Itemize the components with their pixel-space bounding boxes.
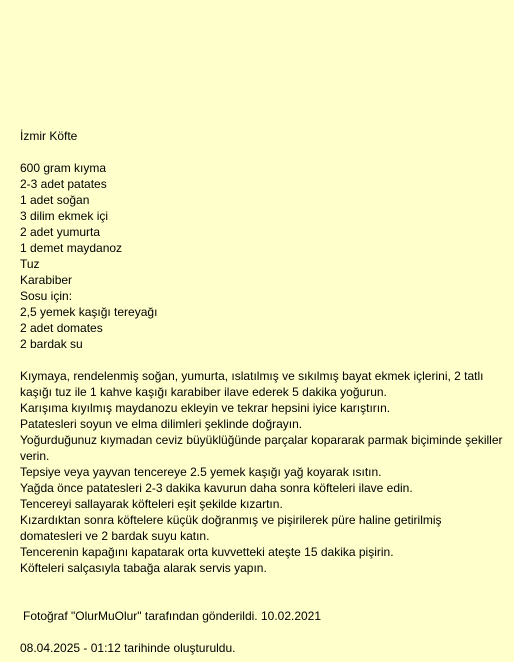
ingredient-item: 1 adet soğan xyxy=(20,193,90,207)
instruction-step: Tencerenin kapağını kapatarak orta kuvvetteki ateşte 15 dakika pişirin. xyxy=(20,545,394,559)
instruction-step: Yağda önce patatesleri 2-3 dakika kavurun daha sonra köfteleri ilave edin. xyxy=(20,481,413,495)
spacer xyxy=(20,352,506,368)
ingredient-item: 600 gram kıyma xyxy=(20,161,107,175)
instructions-list xyxy=(20,368,506,576)
instruction-step: Yoğurduğunuz kıymadan ceviz büyüklüğünde parçalar kopararak parmak biçiminde şekiller verin. xyxy=(20,433,503,463)
recipe-title: İzmir Köfte xyxy=(20,129,78,143)
instruction-step: Kıymaya, rendelenmiş soğan, yumurta, ıslatılmış ve sıkılmış bayat ekmek içlerini, 2 tatlı kaşığı tuz ile 1 kahve kaşığı karabiber ilave ederek 5 dakika yoğurun. xyxy=(20,369,484,399)
sauce-heading: Sosu için: xyxy=(20,289,73,303)
ingredient-item: 2 adet yumurta xyxy=(20,225,101,239)
instruction-step: Köfteleri salçasıyla tabağa alarak servis yapın. xyxy=(20,561,267,575)
instruction-step: Karışıma kıyılmış maydanozu ekleyin ve tekrar hepsini iyice karıştırın. xyxy=(20,401,391,415)
recipe-document xyxy=(20,128,506,656)
ingredients-list xyxy=(20,160,506,352)
ingredient-item: 2 bardak su xyxy=(20,337,83,351)
instruction-step: Tepsiye veya yayvan tencereye 2.5 yemek kaşığı yağ koyarak ısıtın. xyxy=(20,465,382,479)
instruction-step: Patatesleri soyun ve elma dilimleri şeklinde doğrayın. xyxy=(20,417,303,431)
instruction-step: Tencereyi sallayarak köfteleri eşit şekilde kızartın. xyxy=(20,497,283,511)
instruction-step: Kızardıktan sonra köftelere küçük doğranmış ve pişirilerek püre haline getirilmiş domatesleri ve 2 bardak suyu katın. xyxy=(20,513,442,543)
ingredient-item: Tuz xyxy=(20,257,40,271)
ingredient-item: 2-3 adet patates xyxy=(20,177,107,191)
ingredient-item: 1 demet maydanoz xyxy=(20,241,123,255)
spacer xyxy=(20,576,506,608)
ingredient-item: 2,5 yemek kaşığı tereyağı xyxy=(20,305,158,319)
spacer xyxy=(20,624,506,640)
ingredient-item: 3 dilim ekmek içi xyxy=(20,209,109,223)
ingredient-item: 2 adet domates xyxy=(20,321,103,335)
spacer xyxy=(20,144,506,160)
ingredient-item: Karabiber xyxy=(20,273,73,287)
photo-credit: Fotoğraf "OlurMuOlur" tarafından gönderildi. 10.02.2021 xyxy=(23,609,322,623)
created-timestamp: 08.04.2025 - 01:12 tarihinde oluşturuldu. xyxy=(20,641,236,655)
